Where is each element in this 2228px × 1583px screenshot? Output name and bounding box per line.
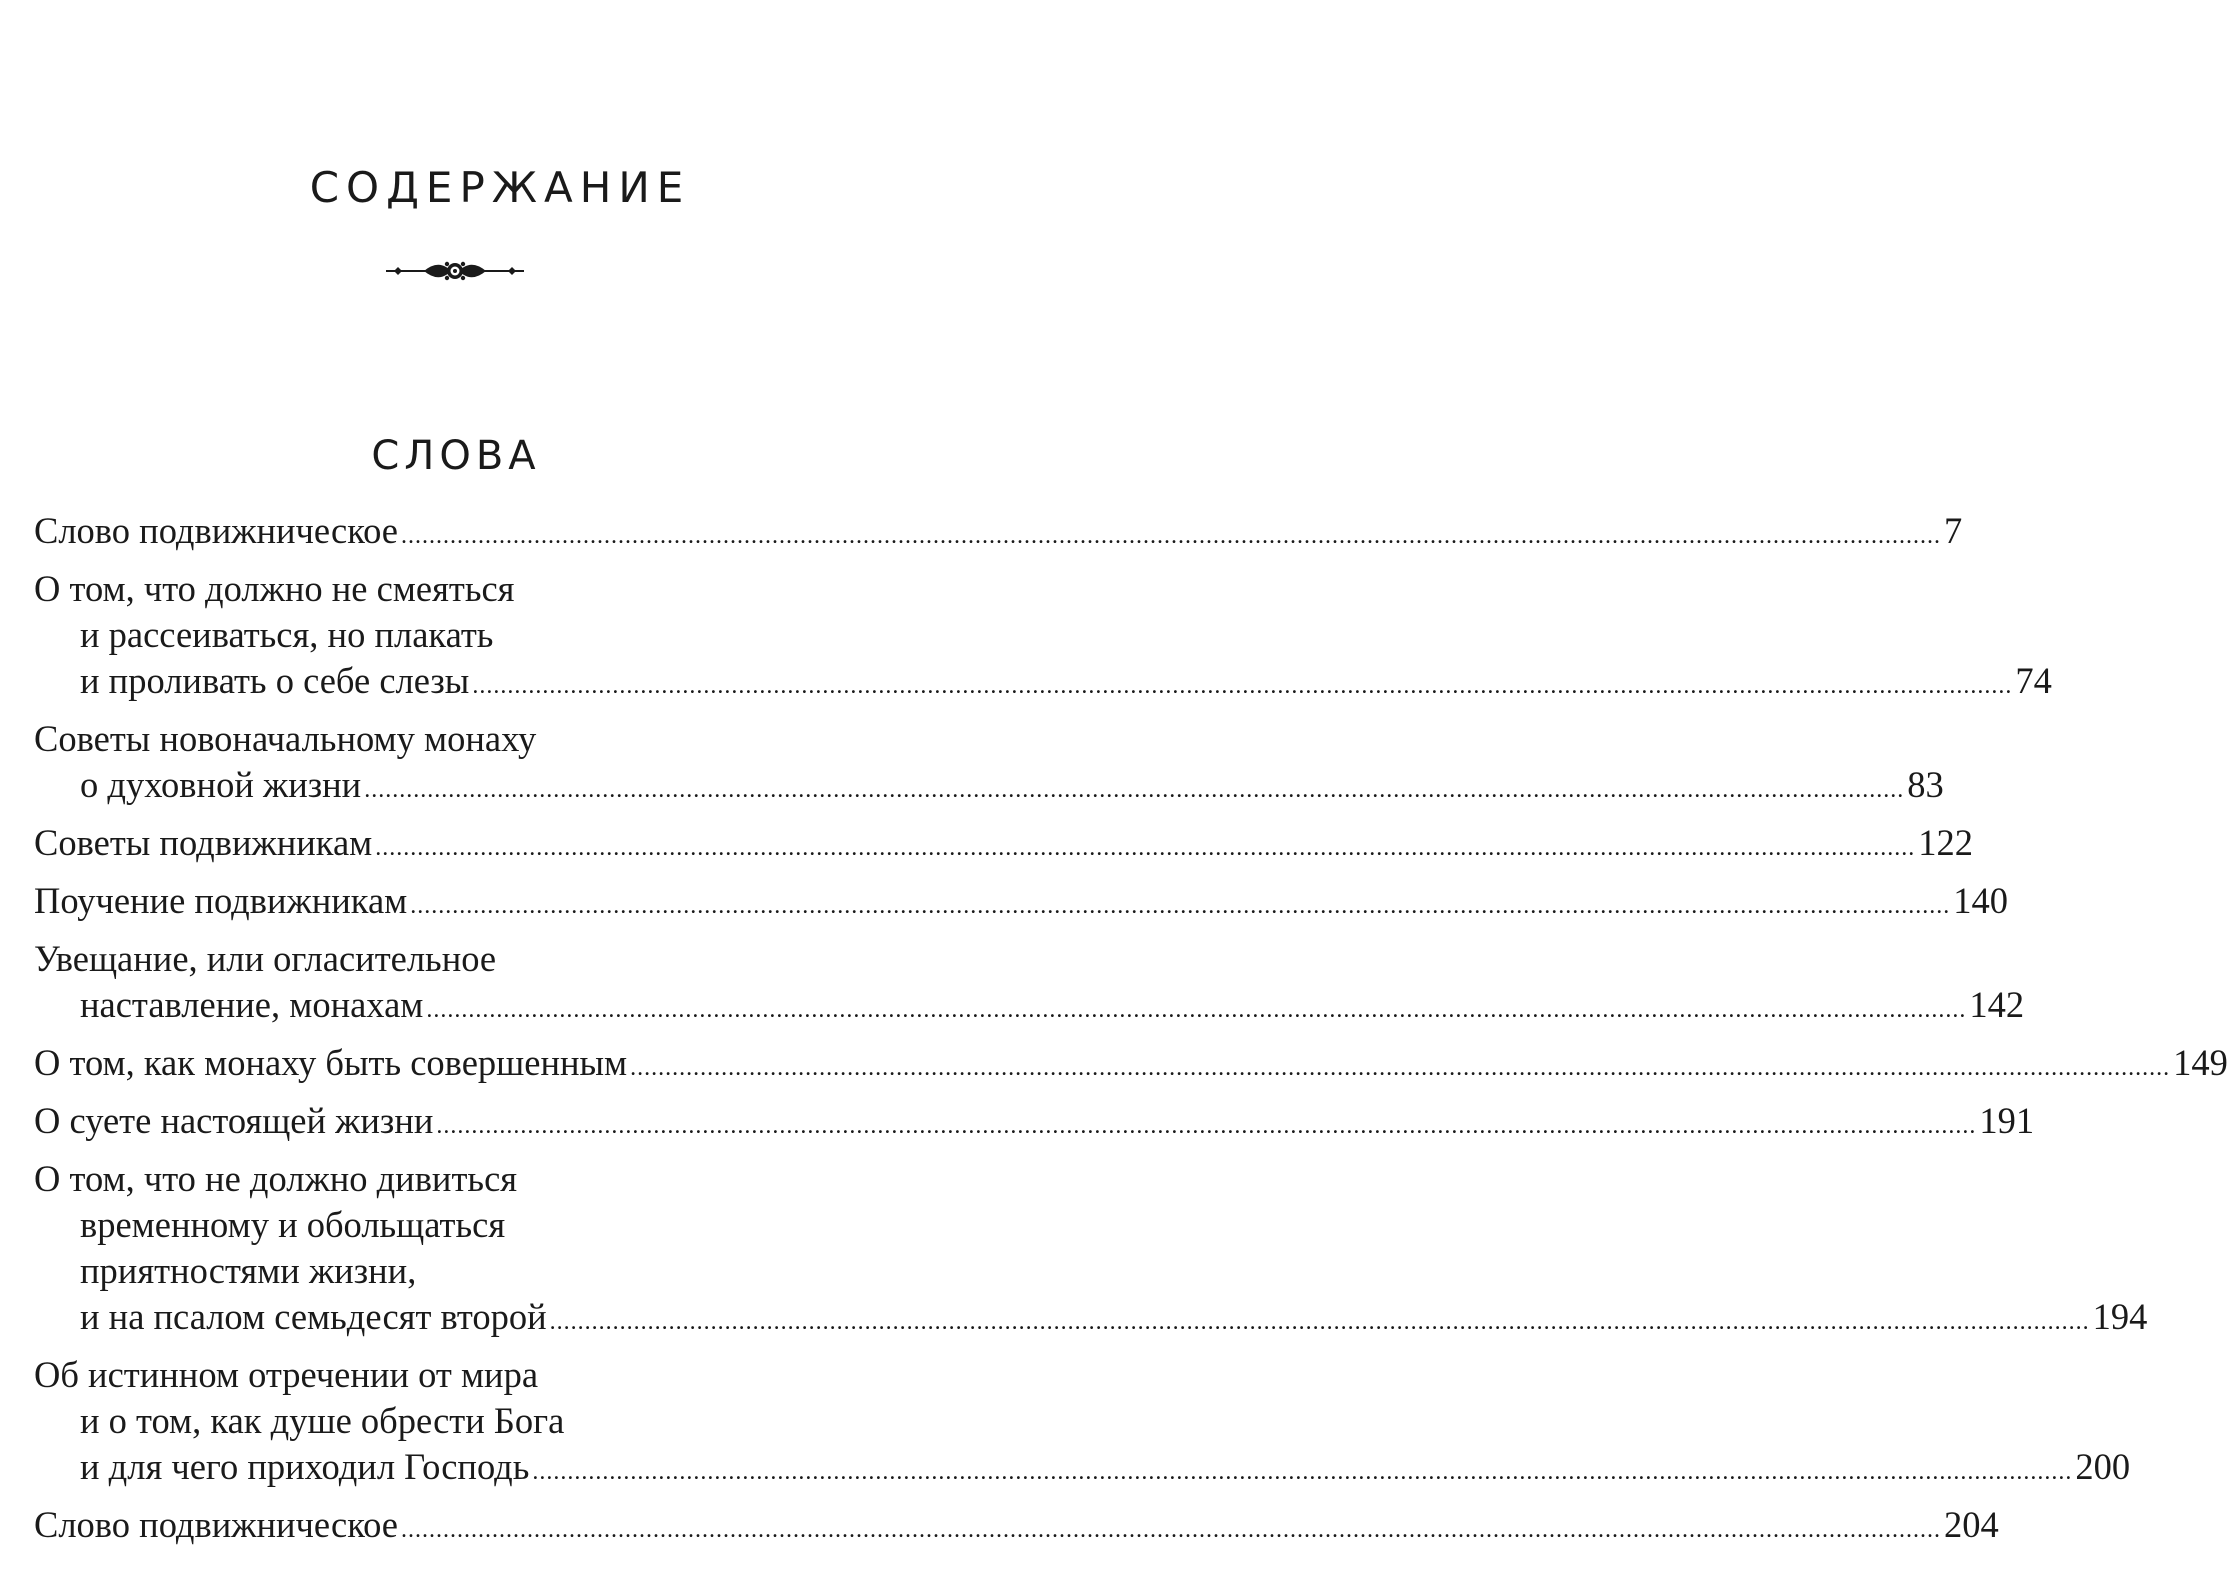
toc-entry-line: [34, 1398, 870, 1444]
toc-entry[interactable]: [34, 508, 1963, 559]
toc-entry-line: [34, 1352, 870, 1398]
toc-entry-text: Советы подвижникам: [34, 822, 373, 863]
dot-leader: ............................................................................................................................................................................................................................: [532, 1459, 2073, 1485]
dot-leader: ............................................................................................................................................................................................................................: [375, 835, 1916, 861]
toc-entry-line: [34, 1444, 2131, 1495]
toc-entry-text: Слово подвижническое: [34, 1504, 398, 1545]
toc-entry-text: и о том, как душе обрести Бога: [80, 1400, 565, 1441]
table-of-contents: [34, 508, 2228, 1560]
toc-entry-line: [34, 716, 870, 762]
dot-leader: ............................................................................................................................................................................................................................: [364, 777, 1905, 803]
page-number: 83: [1907, 764, 1944, 805]
toc-entry-text: и проливать о себе слезы: [80, 660, 470, 701]
toc-entry-line: [34, 566, 870, 612]
toc-entry-line: [34, 1248, 870, 1294]
toc-entry-text: о духовной жизни: [80, 764, 362, 805]
dot-leader: ............................................................................................................................................................................................................................: [426, 997, 1967, 1023]
toc-entry-text: О том, как монаху быть совершенным: [34, 1042, 628, 1083]
toc-entry-text: приятностями жизни,: [80, 1250, 417, 1291]
toc-entry-text: наставление, монахам: [80, 984, 424, 1025]
page-title: СОДЕРЖАНИЕ: [309, 163, 691, 212]
ornamental-divider-icon: [384, 256, 526, 286]
dot-leader: ............................................................................................................................................................................................................................: [410, 893, 1951, 919]
toc-entry-line: [34, 1040, 2228, 1091]
toc-entry[interactable]: [34, 1040, 2228, 1091]
toc-entry[interactable]: [34, 936, 2025, 1033]
toc-entry-text: Слово подвижническое: [34, 510, 398, 551]
page-number: 204: [1943, 1504, 1999, 1545]
dot-leader: ............................................................................................................................................................................................................................: [400, 1517, 1941, 1543]
toc-entry-text: и рассеиваться, но плакать: [80, 614, 494, 655]
page-number: 200: [2075, 1446, 2131, 1487]
toc-entry-line: [34, 878, 2009, 929]
toc-entry-line: [34, 936, 870, 982]
toc-entry-line: [34, 612, 870, 658]
toc-entry[interactable]: [34, 820, 1973, 871]
page-number: 191: [1979, 1100, 2035, 1141]
toc-entry-line: [34, 508, 1963, 559]
toc-entry-text: Увещание, или огласительное: [34, 938, 497, 979]
toc-entry[interactable]: [34, 878, 2009, 929]
toc-entry-line: [34, 762, 1944, 813]
toc-entry-line: [34, 1202, 870, 1248]
toc-entry-text: Поучение подвижникам: [34, 880, 408, 921]
toc-entry[interactable]: [34, 1098, 2035, 1149]
toc-entry[interactable]: [34, 566, 2052, 709]
toc-entry[interactable]: [34, 1156, 2148, 1345]
toc-entry-line: [34, 1098, 2035, 1149]
page-number: 194: [2092, 1296, 2148, 1337]
toc-entry-text: О том, что не должно дивиться: [34, 1158, 518, 1199]
dot-leader: ............................................................................................................................................................................................................................: [630, 1055, 2171, 1081]
toc-entry-text: и на псалом семьдесят второй: [80, 1296, 547, 1337]
page-number: 140: [1953, 880, 2009, 921]
toc-entry-text: и для чего приходил Господь: [80, 1446, 530, 1487]
page-number: 74: [2015, 660, 2052, 701]
page-number: 122: [1918, 822, 1973, 863]
toc-entry-text: Советы новоначальному монаху: [34, 718, 537, 759]
toc-entry-line: [34, 982, 2025, 1033]
toc-entry[interactable]: [34, 1502, 1999, 1553]
toc-entry-text: временному и обольщаться: [80, 1204, 506, 1245]
dot-leader: ............................................................................................................................................................................................................................: [472, 673, 2013, 699]
toc-entry-text: Об истинном отречении от мира: [34, 1354, 539, 1395]
toc-entry-line: [34, 1502, 1999, 1553]
dot-leader: ............................................................................................................................................................................................................................: [436, 1113, 1977, 1139]
toc-entry[interactable]: [34, 716, 1944, 813]
page-number: 149: [2173, 1042, 2228, 1083]
dot-leader: ............................................................................................................................................................................................................................: [549, 1309, 2090, 1335]
toc-entry-line: [34, 820, 1973, 871]
page-number: 7: [1943, 510, 1963, 551]
toc-entry[interactable]: [34, 1352, 2131, 1495]
toc-entry-line: [34, 658, 2052, 709]
page-number: 142: [1969, 984, 2025, 1025]
toc-entry-line: [34, 1294, 2148, 1345]
toc-entry-line: [34, 1156, 870, 1202]
section-title: СЛОВА: [371, 433, 541, 479]
dot-leader: ............................................................................................................................................................................................................................: [400, 523, 1941, 549]
toc-entry-text: О том, что должно не смеяться: [34, 568, 515, 609]
toc-entry-text: О суете настоящей жизни: [34, 1100, 434, 1141]
